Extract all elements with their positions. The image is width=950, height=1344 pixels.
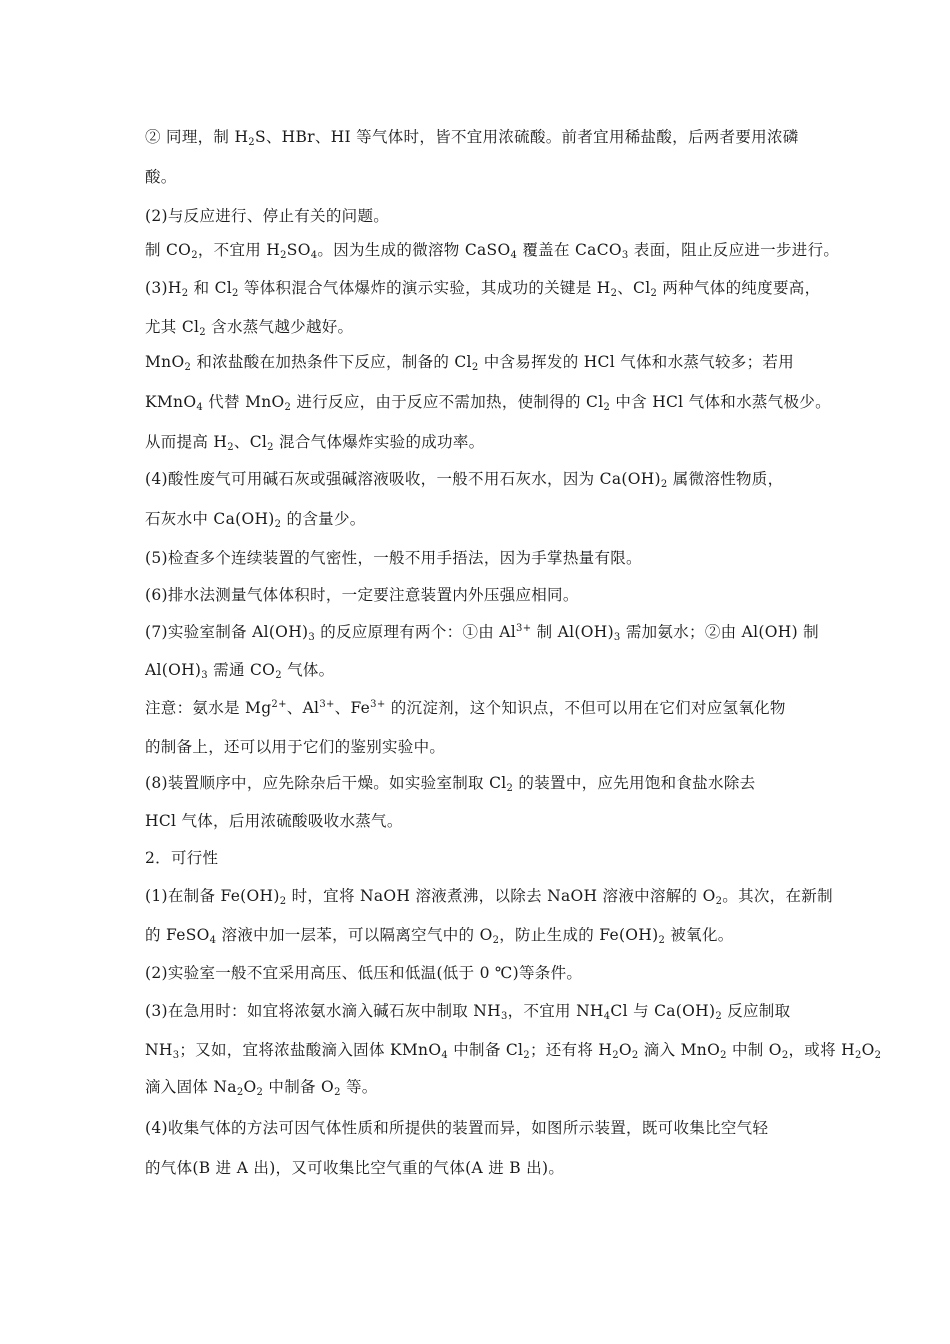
subscript: 4 [310,250,318,261]
text-run: 的反应原理有两个：①由 Al [315,623,517,641]
text-run: 和浓盐酸在加热条件下反应，制备的 Cl [191,353,472,371]
text-line [145,1075,378,1098]
subscript: 2 [227,442,234,453]
text-run: (3)在急用时：如宜将浓氨水滴入碱石灰中制取 NH [145,1002,501,1020]
text-line [145,961,582,983]
text-run: S、HBr、HI 等气体时，皆不宜用浓硫酸。前者宜用稀盐酸，后两者要用浓磷 [254,128,799,146]
text-line [145,735,445,757]
superscript: 2+ [271,699,287,710]
text-run: 、Fe [334,699,371,717]
text-run: 注意：氨水是 Mg [145,699,272,717]
subscript: 3 [500,1011,508,1022]
text-run: Cl 与 Ca(OH) [610,1002,716,1020]
subscript: 2 [874,1050,882,1061]
text-run: 滴入 MnO [638,1041,721,1059]
text-run: (2)实验室一般不宜采用高压、低压和低温(低于 0 ℃)等条件。 [145,964,583,982]
text-run: (4)酸性废气可用碱石灰或强碱溶液吸收，一般不用石灰水，因为 Ca(OH) [145,470,661,488]
subscript: 2 [248,137,255,148]
text-run: O [243,1078,257,1096]
text-line [145,583,579,605]
text-line [145,696,786,718]
text-run: 反应制取 [721,1002,791,1020]
subscript: 4 [209,935,217,946]
subscript: 4 [510,250,518,261]
subscript: 2 [660,479,668,490]
text-line [145,315,353,338]
text-run: 石灰水中 Ca(OH) [145,510,275,528]
subscript: 3 [308,632,316,643]
text-line [145,923,734,946]
subscript: 2 [715,896,723,907]
text-run: 的含量少。 [281,510,366,528]
text-run: NH [145,1041,173,1059]
text-run: 等体积混合气体爆炸的演示实验，其成功的关键是 H [238,279,611,297]
subscript: 4 [196,402,204,413]
text-run: (8)装置顺序中，应先除杂后干燥。如实验室制取 Cl [145,774,507,792]
text-line [145,165,177,187]
text-run: 的气体(B 进 A 出)，又可收集比空气重的气体(A 进 B 出)。 [145,1159,565,1177]
text-run: 中制备 O [263,1078,335,1096]
subscript: 2 [199,327,206,338]
text-run: MnO [145,353,185,371]
text-line [145,546,642,568]
text-line [145,467,783,490]
text-run: 制 CO [145,241,192,259]
text-run: ② 同理，制 H [145,128,249,146]
subscript: 3 [621,250,629,261]
text-run: 、Al [286,699,320,717]
text-run: 等。 [340,1078,378,1096]
superscript: 3+ [319,699,335,710]
subscript: 2 [334,1087,341,1098]
subscript: 2 [506,783,514,794]
text-line [145,238,839,261]
text-run: (1)在制备 Fe(OH) [145,887,280,905]
subscript: 4 [603,1011,611,1022]
text-run: 两种气体的纯度要高， [657,279,821,297]
text-run: 、Cl [233,433,268,451]
text-run: SO [286,241,311,259]
text-run: 。因为生成的微溶物 CaSO [317,241,511,259]
subscript: 2 [492,935,500,946]
subscript: 2 [191,250,198,261]
text-run: ；还有将 H [529,1041,613,1059]
subscript: 2 [275,670,282,681]
text-line [145,1116,768,1138]
text-run: 时，宜将 NaOH 溶液煮沸，以除去 NaOH 溶液中溶解的 O [286,887,716,905]
superscript: 3+ [370,699,386,710]
subscript: 2 [256,1087,264,1098]
text-line [145,204,389,226]
text-line [145,771,755,794]
subscript: 3 [613,632,621,643]
text-run: (6)排水法测量气体体积时，一定要注意装置内外压强应相同。 [145,586,579,604]
text-line [145,390,831,413]
text-line [145,999,790,1022]
subscript: 2 [631,1050,639,1061]
text-line [145,125,799,148]
text-run: (3)H [145,279,182,297]
text-run: ；又如，宜将浓盐酸滴入固体 KMnO [179,1041,442,1059]
text-run: KMnO [145,393,197,411]
text-run: 溶液中加一层苯，可以隔离空气中的 O [216,926,493,944]
text-run: HCl 气体，后用浓硫酸吸收水蒸气。 [145,812,403,830]
subscript: 2 [781,1050,789,1061]
text-run: ，或将 H [788,1041,855,1059]
text-run: 中制 O [726,1041,782,1059]
subscript: 2 [236,1087,244,1098]
subscript: 2 [471,362,479,373]
text-run: 气体。 [281,661,335,679]
text-run: (2)与反应进行、停止有关的问题。 [145,207,390,225]
text-run: O [618,1041,632,1059]
text-run: Al(OH) [145,661,202,679]
text-run: 代替 MnO [203,393,285,411]
text-run: 的 FeSO [145,926,210,944]
text-line [145,1038,881,1061]
text-line [145,884,833,907]
text-run: 的沉淀剂，这个知识点，不但可以用在它们对应氢氧化物 [385,699,786,717]
subscript: 2 [184,362,192,373]
text-run: 被氧化。 [665,926,734,944]
subscript: 2 [279,896,287,907]
subscript: 2 [650,288,658,299]
text-run: (5)检查多个连续装置的气密性，一般不用手捂法，因为手掌热量有限。 [145,549,642,567]
subscript: 2 [658,935,666,946]
text-run: 中制备 Cl [448,1041,524,1059]
text-run: 属微溶性物质， [667,470,784,488]
subscript: 3 [172,1050,180,1061]
text-run: 的装置中，应先用饱和食盐水除去 [513,774,756,792]
text-run: 含水蒸气越少越好。 [205,318,354,336]
text-run: O [861,1041,875,1059]
text-run: ，不宜用 H [197,241,281,259]
text-line [145,809,403,831]
subscript: 2 [854,1050,862,1061]
text-run: 的制备上，还可以用于它们的鉴别实验中。 [145,738,446,756]
text-run: ，防止生成的 Fe(OH) [499,926,659,944]
text-run: 和 Cl [188,279,233,297]
subscript: 2 [232,288,239,299]
text-run: 覆盖在 CaCO [517,241,622,259]
text-run: 进行反应，由于反应不需加热，使制得的 Cl [291,393,604,411]
subscript: 2 [612,1050,619,1061]
text-line [145,507,366,530]
text-run: 、Cl [617,279,651,297]
text-run: 尤其 Cl [145,318,200,336]
subscript: 3 [201,670,208,681]
text-line [145,276,820,299]
text-run: 滴入固体 Na [145,1078,237,1096]
subscript: 2 [267,442,274,453]
text-run: 。其次，在新制 [722,887,833,905]
text-line [145,846,218,868]
subscript: 2 [610,288,618,299]
subscript: 2 [603,402,611,413]
text-run: 从而提高 H [145,433,228,451]
text-run: ，不宜用 NH [507,1002,604,1020]
text-line [145,658,335,681]
text-run: 酸。 [145,168,177,186]
superscript: 3+ [516,623,532,634]
text-line [145,1156,564,1178]
text-run: 需加氨水；②由 Al(OH) 制 [620,623,819,641]
text-run: 制 Al(OH) [531,623,614,641]
subscript: 4 [441,1050,448,1061]
text-line [145,430,484,453]
subscript: 2 [274,519,282,530]
text-run: 表面，阻止反应进一步进行。 [628,241,840,259]
subscript: 2 [280,250,287,261]
text-run: 中含易挥发的 HCl 气体和水蒸气较多；若用 [478,353,795,371]
subscript: 2 [181,288,189,299]
text-run: 混合气体爆炸实验的成功率。 [273,433,485,451]
subscript: 2 [715,1011,722,1022]
text-run: 中含 HCl 气体和水蒸气极少。 [610,393,831,411]
subscript: 2 [720,1050,727,1061]
text-run: (4)收集气体的方法可因气体性质和所提供的装置而异，如图所示装置，既可收集比空气轻 [145,1119,769,1137]
text-line [145,620,819,643]
text-run: 需通 CO [207,661,276,679]
text-run: 2．可行性 [145,849,219,867]
text-run: (7)实验室制备 Al(OH) [145,623,309,641]
text-line [145,350,794,373]
subscript: 2 [523,1050,530,1061]
subscript: 2 [284,402,292,413]
